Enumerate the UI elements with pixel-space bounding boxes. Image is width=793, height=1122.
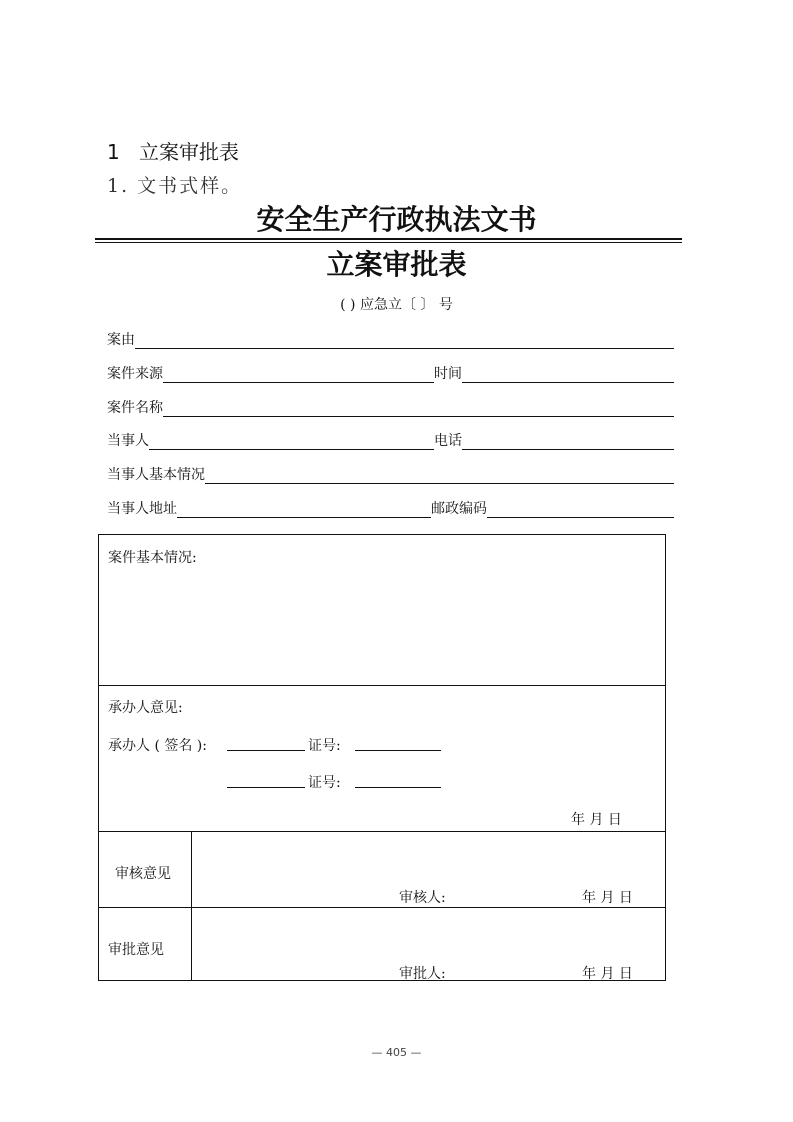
approval-date: 年 月 日 — [582, 966, 633, 982]
review-date: 年 月 日 — [582, 890, 633, 906]
party-address-label: 当事人地址 — [107, 501, 177, 517]
reviewer-label: 审核人: — [399, 890, 446, 906]
approval-table — [98, 534, 666, 981]
handler-sign-field-1[interactable] — [227, 750, 305, 751]
case-basic-info-area[interactable] — [99, 565, 665, 683]
party-address-row — [107, 496, 674, 518]
case-name-row — [107, 395, 674, 417]
postal-code-label: 邮政编码 — [431, 501, 487, 517]
subsection-heading: 1. 文书式样。 — [107, 175, 243, 197]
party-basic-info-row — [107, 462, 674, 484]
case-name-field[interactable] — [163, 401, 674, 417]
cert-no-field-2[interactable] — [355, 787, 441, 788]
cert-no-field-1[interactable] — [355, 750, 441, 751]
party-label: 当事人 — [107, 433, 149, 449]
table-divider — [99, 831, 665, 832]
phone-label: 电话 — [434, 433, 462, 449]
case-reason-row — [107, 327, 674, 349]
case-basic-info-label: 案件基本情况: — [108, 550, 197, 566]
form-title: 立案审批表 — [326, 248, 467, 281]
section-title: 立案审批表 — [139, 140, 239, 164]
handler-opinion-label: 承办人意见: — [108, 700, 183, 716]
handler-date: 年 月 日 — [571, 812, 622, 828]
table-column-divider — [191, 831, 192, 981]
time-label: 时间 — [434, 366, 462, 382]
postal-code-field[interactable] — [487, 502, 674, 518]
cert-no-label-1: 证号: — [308, 738, 341, 754]
phone-field[interactable] — [462, 434, 674, 450]
cert-no-label-2: 证号: — [308, 775, 341, 791]
case-source-label: 案件来源 — [107, 366, 163, 382]
table-divider — [99, 685, 665, 686]
section-heading — [107, 136, 239, 165]
case-name-label: 案件名称 — [107, 400, 163, 416]
approval-opinion-label: 审批意见 — [108, 942, 164, 958]
case-source-field[interactable] — [163, 367, 434, 383]
section-number: 1 — [107, 140, 120, 164]
document-number: ( ) 应急立〔 〕 号 — [340, 297, 453, 313]
document-title: 安全生产行政执法文书 — [256, 203, 537, 236]
handler-sign-label: 承办人 ( 签名 ): — [108, 738, 207, 754]
case-reason-label: 案由 — [107, 332, 135, 348]
party-field[interactable] — [149, 434, 434, 450]
page-number: — 405 — — [371, 1046, 422, 1059]
party-basic-info-field[interactable] — [205, 468, 674, 484]
party-row — [107, 428, 674, 450]
party-basic-info-label: 当事人基本情况 — [107, 467, 205, 483]
approver-label: 审批人: — [399, 966, 446, 982]
case-source-row — [107, 361, 674, 383]
review-opinion-label: 审核意见 — [115, 866, 171, 882]
time-field[interactable] — [462, 367, 674, 383]
table-divider — [99, 907, 665, 908]
title-rule-thick — [95, 238, 682, 240]
handler-sign-field-2[interactable] — [227, 787, 305, 788]
party-address-field[interactable] — [177, 502, 431, 518]
case-reason-field[interactable] — [135, 333, 674, 349]
